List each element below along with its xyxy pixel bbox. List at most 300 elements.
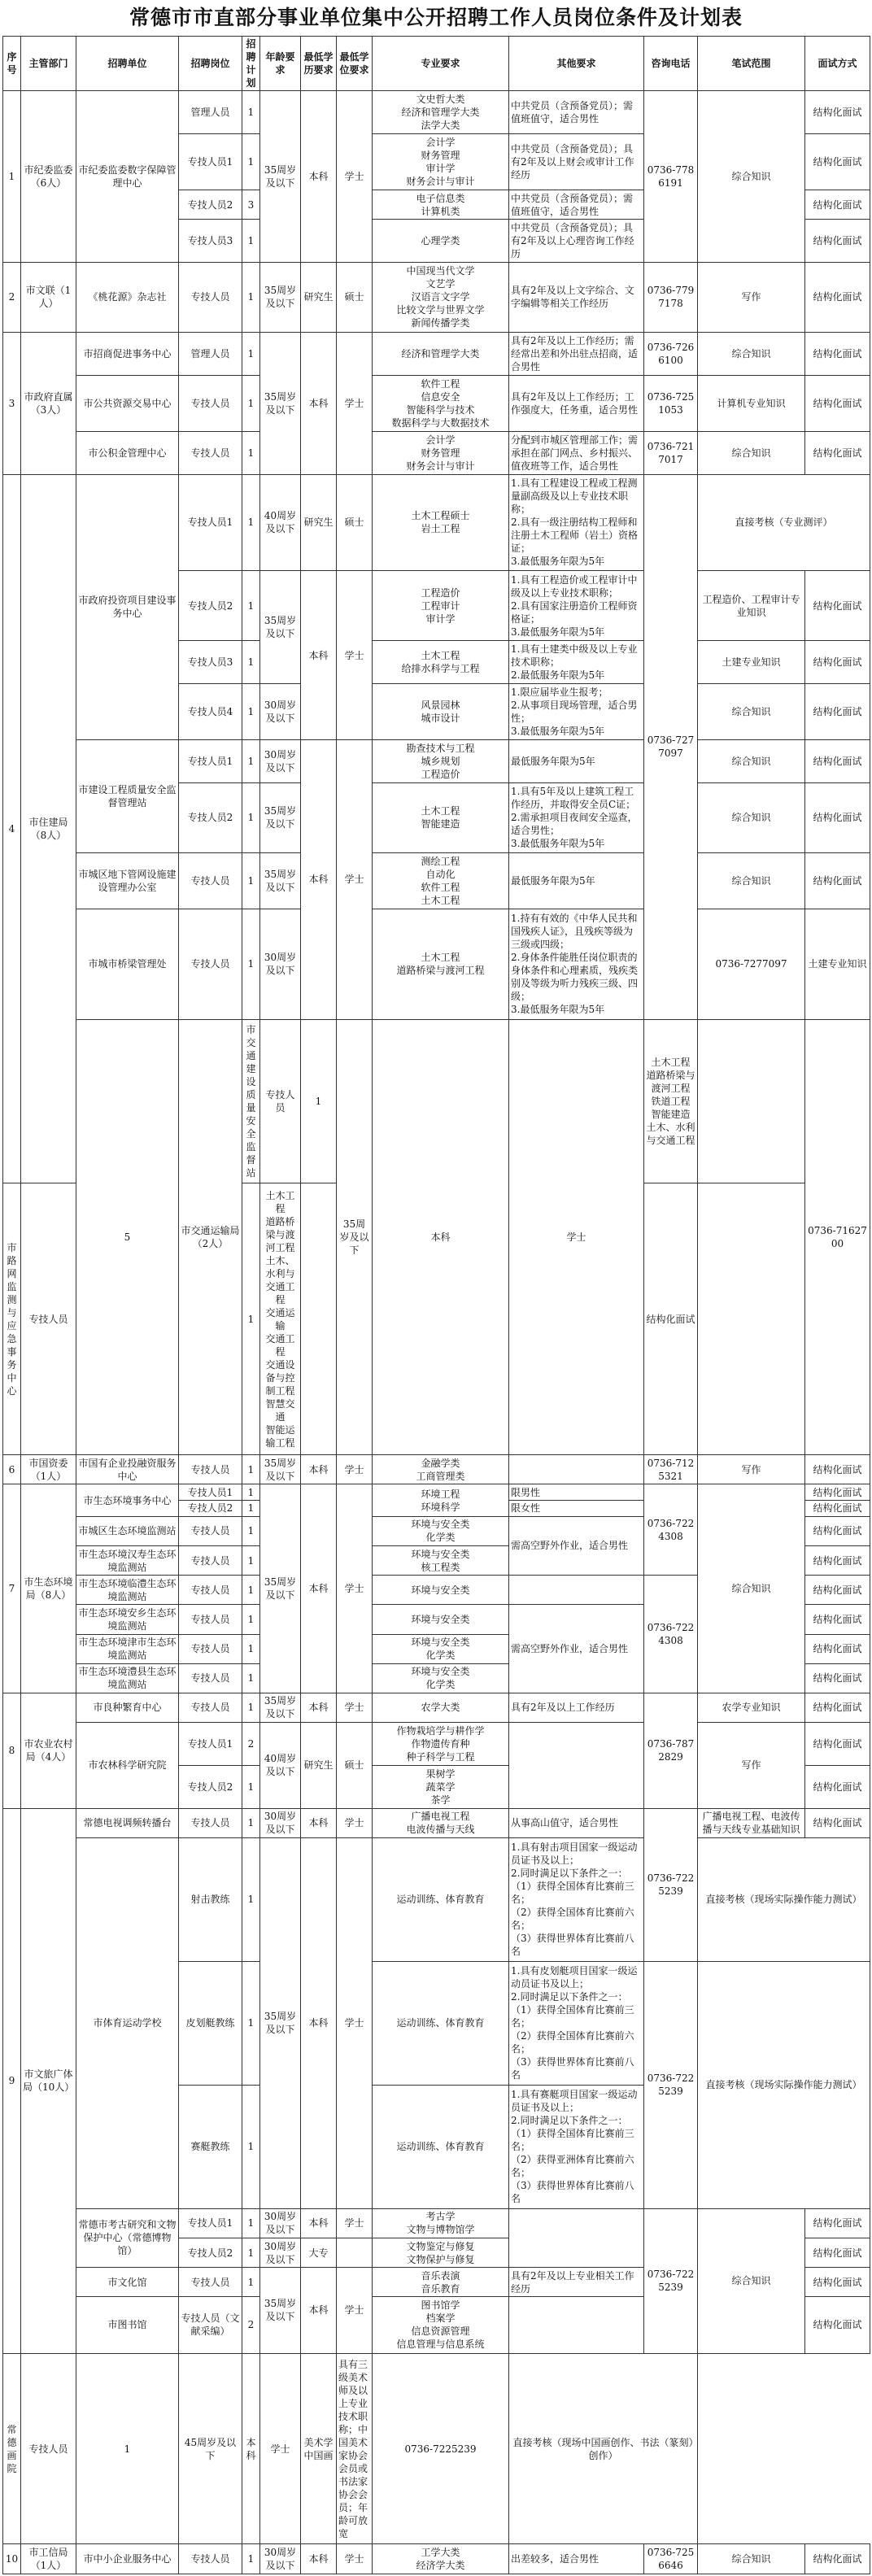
- table-cell: 1: [242, 1501, 260, 1517]
- header-other: 其他要求: [509, 37, 644, 91]
- header-post: 招聘岗位: [179, 37, 242, 91]
- table-cell: 0736-7162700: [805, 1019, 870, 1455]
- table-cell: 1: [242, 262, 260, 332]
- table-cell: 结构化面试: [805, 1723, 870, 1766]
- table-cell: 最低服务年限为5年: [509, 740, 644, 783]
- table-cell: 1: [242, 91, 260, 134]
- table-cell: 学士: [337, 332, 373, 474]
- table-cell: 结构化面试: [805, 783, 870, 853]
- table-cell: 专技人员: [179, 1693, 242, 1722]
- table-cell: 市国有企业投融资服务中心: [76, 1455, 179, 1484]
- header-department: 主管部门: [21, 37, 76, 91]
- table-cell: 结构化面试: [805, 1808, 870, 1837]
- table-cell: 0736-7225239: [373, 2353, 509, 2544]
- table-cell: 市招商促进事务中心: [76, 332, 179, 375]
- table-body: [3, 91, 870, 2574]
- table-cell: 1: [242, 1808, 260, 1837]
- table-cell: 结构化面试: [805, 2544, 870, 2574]
- table-cell: 结构化面试: [805, 1484, 870, 1501]
- table-cell: 1: [242, 783, 260, 853]
- table-cell: 直接考核（专业测评）: [698, 474, 870, 571]
- table-cell: 具有2年及以上专业相关工作经历: [509, 2268, 644, 2297]
- table-cell: 直接考核（现场中国画创作、书法（篆刻）创作）: [509, 2353, 698, 2544]
- table-cell: 专技人员: [179, 262, 242, 332]
- table-cell: 学士: [337, 1837, 373, 2208]
- table-cell: 1: [242, 1455, 260, 1484]
- table-cell: 35周岁及以下: [260, 1455, 301, 1484]
- table-cell: 本科: [373, 1019, 509, 1455]
- header-interview: 面试方式: [805, 37, 870, 91]
- table-cell: 本科: [301, 2208, 337, 2238]
- table-cell: 综合知识: [698, 684, 805, 740]
- table-cell: 专技人员: [179, 1576, 242, 1605]
- table-cell: 赛艇教练: [179, 2085, 242, 2208]
- table-cell: 环境工程 环境科学: [373, 1484, 509, 1516]
- table-cell: 结构化面试: [805, 332, 870, 375]
- table-cell: 结构化面试: [805, 1765, 870, 1808]
- table-cell: 市城区地下管网设施建设管理办公室: [76, 852, 179, 909]
- table-cell: 专技人员: [179, 909, 242, 1019]
- table-cell: 广播电视工程、电波传播与天线专业基础知识: [698, 1808, 805, 1837]
- table-cell: 专技人员2: [179, 571, 242, 641]
- table-cell: 30周岁及以下: [260, 909, 301, 1019]
- table-cell: 本科: [301, 740, 337, 1019]
- header-education: 最低学历要求: [301, 37, 337, 91]
- table-cell: 1: [242, 1484, 260, 1501]
- table-cell: 6: [3, 1455, 21, 1484]
- table-cell: 皮划艇教练: [179, 1961, 242, 2085]
- table-cell: 文物鉴定与修复 文物保护与修复: [373, 2238, 509, 2267]
- table-cell: 专技人员: [179, 1545, 242, 1575]
- table-cell: 农学大类: [373, 1693, 509, 1722]
- table-cell: 专技人员（文献采编）: [179, 2297, 242, 2353]
- table-cell: 会计学 财务管理 财务会计与审计: [373, 431, 509, 474]
- table-cell: 市国资委（1人）: [21, 1455, 76, 1484]
- table-cell: 1: [242, 1663, 260, 1693]
- table-cell: 市文旅广体局（10人）: [21, 1808, 76, 2353]
- table-cell: 1.具有土建类中级及以上专业技术职称； 2.最低服务年限为5年: [509, 641, 644, 684]
- table-cell: 结构化面试: [805, 2297, 870, 2353]
- table-cell: 35周岁及以下: [260, 262, 301, 332]
- table-cell: 1: [242, 220, 260, 263]
- table-cell: 市生态环境汉寿生态环境监测站: [76, 1545, 179, 1575]
- table-cell: 专技人员: [179, 2544, 242, 2574]
- table-cell: 写作: [698, 1455, 805, 1484]
- table-cell: 市农业农村局（4人）: [21, 1693, 76, 1808]
- table-row: [3, 2353, 870, 2544]
- table-cell: 限女性: [509, 1501, 644, 1517]
- table-cell: [301, 1183, 337, 1455]
- table-cell: 市农林科学研究院: [76, 1723, 179, 1808]
- table-cell: 0736-7224308: [644, 1576, 698, 1693]
- table-cell: 综合知识: [698, 332, 805, 375]
- table-cell: 1: [242, 1837, 260, 1961]
- table-cell: 1: [242, 474, 260, 571]
- table-cell: 直接考核（现场实际操作能力测试）: [698, 1961, 870, 2208]
- table-cell: 4: [3, 474, 21, 1183]
- table-cell: 勘查技术与工程 城乡规划 工程造价: [373, 740, 509, 783]
- table-cell: 市生态环境临澧生态环境监测站: [76, 1576, 179, 1605]
- table-cell: 35周岁及以下: [260, 1837, 301, 2208]
- table-cell: 本科: [301, 91, 337, 263]
- table-cell: 学士: [509, 1019, 644, 1455]
- table-cell: 具有2年及以上文字综合、文字编辑等相关工作经历: [509, 262, 644, 332]
- table-cell: 环境与安全类: [373, 1605, 509, 1634]
- table-cell: 电子信息类 计算机类: [373, 190, 509, 220]
- table-cell: 写作: [698, 262, 805, 332]
- table-cell: 0736-7797178: [644, 262, 698, 332]
- table-cell: 工程造价 工程审计 审计学: [373, 571, 509, 641]
- table-cell: 市纪委监委（6人）: [21, 91, 76, 263]
- table-cell: 金融学类 工商管理类: [373, 1455, 509, 1484]
- table-cell: [509, 1723, 644, 1808]
- table-cell: 结构化面试: [805, 1516, 870, 1545]
- table-cell: 射击教练: [179, 1837, 242, 1961]
- table-cell: 常德画院: [3, 2353, 21, 2544]
- table-cell: 经济和管理学大类: [373, 332, 509, 375]
- table-cell: 结构化面试: [805, 262, 870, 332]
- header-exam-scope: 笔试范围: [698, 37, 805, 91]
- table-cell: 学士: [337, 571, 373, 740]
- table-cell: 结构化面试: [805, 1663, 870, 1693]
- table-cell: 市中小企业服务中心: [76, 2544, 179, 2574]
- table-cell: 写作: [698, 1723, 805, 1808]
- table-row: [3, 91, 870, 134]
- table-row: [3, 2208, 870, 2238]
- table-cell: 专技人员1: [179, 1484, 242, 1501]
- table-cell: 0736-7266100: [644, 332, 698, 375]
- table-cell: 专技人员1: [179, 133, 242, 190]
- table-cell: 具有2年及以上工作经历；需经常出差和外出驻点招商，适合男性: [509, 332, 644, 375]
- table-cell: 结构化面试: [805, 1576, 870, 1605]
- table-cell: 学士: [337, 1693, 373, 1722]
- table-cell: 需高空野外作业，适合男性: [509, 1516, 644, 1575]
- table-cell: 土木工程硕士 岩土工程: [373, 474, 509, 571]
- table-cell: 0736-7256646: [644, 2544, 698, 2574]
- table-cell: 市生态环境事务中心: [76, 1484, 179, 1516]
- table-cell: 1: [242, 1545, 260, 1575]
- table-cell: 大专: [301, 2238, 337, 2267]
- table-cell: 本科: [242, 2353, 260, 2544]
- table-cell: 结构化面试: [805, 2208, 870, 2238]
- table-cell: 测绘工程 自动化 软件工程 土木工程: [373, 852, 509, 909]
- table-row: [3, 909, 870, 1019]
- table-cell: 1: [242, 2544, 260, 2574]
- table-cell: 环境与安全类: [373, 1576, 509, 1605]
- table-cell: 《桃花源》杂志社: [76, 262, 179, 332]
- table-cell: 本科: [301, 571, 337, 740]
- table-cell: 8: [3, 1693, 21, 1808]
- table-cell: 心理学类: [373, 220, 509, 263]
- table-cell: 土木工程 道路桥梁与渡河工程 土木、水利与交通工程 交通运输 交通工程 交通设备与控制工程 智慧交通 智能运输工程: [260, 1183, 301, 1455]
- table-row: [3, 1723, 870, 1766]
- table-cell: 专技人员: [21, 1183, 76, 1455]
- table-cell: 本科: [301, 2268, 337, 2353]
- table-cell: 市工信局（1人）: [21, 2544, 76, 2574]
- table-cell: 本科: [301, 1837, 337, 2208]
- table-cell: 环境与安全类 化学类: [373, 1663, 509, 1693]
- table-cell: 0736-7277097: [698, 909, 805, 1019]
- table-cell: 1: [242, 1516, 260, 1545]
- table-cell: 1.具有工程造价或工程审计中级及以上专业技术职称； 2.具有国家注册造价工程师资格证； 3.最低服务年限为5年: [509, 571, 644, 641]
- table-cell: 结构化面试: [805, 91, 870, 134]
- table-cell: 综合知识: [698, 2544, 805, 2574]
- table-cell: 市文化馆: [76, 2268, 179, 2297]
- table-cell: 专技人员1: [179, 2208, 242, 2238]
- table-cell: 专技人员: [179, 1516, 242, 1545]
- table-cell: 综合知识: [698, 783, 805, 853]
- table-cell: 30周岁及以下: [260, 2544, 301, 2574]
- table-cell: 出差较多，适合男性: [509, 2544, 644, 2574]
- table-cell: 1: [76, 2353, 179, 2544]
- table-cell: 市文联（1人）: [21, 262, 76, 332]
- table-cell: 结构化面试: [805, 852, 870, 909]
- table-cell: [509, 1576, 644, 1605]
- table-cell: 综合知识: [698, 2208, 805, 2353]
- table-cell: 硕士: [337, 1723, 373, 1808]
- table-cell: 本科: [301, 332, 337, 474]
- table-cell: 35周岁及以下: [260, 1693, 301, 1722]
- table-cell: 1: [242, 1576, 260, 1605]
- table-cell: 专技人员: [179, 1663, 242, 1693]
- table-cell: 结构化面试: [805, 740, 870, 783]
- table-cell: 美术学 中国画: [301, 2353, 337, 2544]
- table-cell: 市生态环境安乡生态环境监测站: [76, 1605, 179, 1634]
- table-cell: 1: [242, 431, 260, 474]
- table-cell: 专技人员2: [179, 783, 242, 853]
- table-cell: 中共党员（含预备党员）；具有2年及以上财会或审计工作经历: [509, 133, 644, 190]
- table-cell: 作物栽培学与耕作学 作物遗传育种 种子科学与工程: [373, 1723, 509, 1766]
- table-cell: 本科: [301, 1484, 337, 1693]
- page-title: 常德市市直部分事业单位集中公开招聘工作人员岗位条件及计划表: [129, 6, 743, 29]
- table-cell: 结构化面试: [805, 1501, 870, 1517]
- table-cell: 1.具有5年及以上建筑工程工作经历，并取得安全员C证； 2.需承担项目夜间安全巡查，适合男性； 3.最低服务年限为5年: [509, 783, 644, 853]
- table-cell: 最低服务年限为5年: [509, 852, 644, 909]
- table-row: [3, 474, 870, 571]
- header-phone: 咨询电话: [644, 37, 698, 91]
- table-cell: 市体育运动学校: [76, 1837, 179, 2208]
- table-cell: 图书馆学 档案学 信息资源管理 信息管理与信息系统: [373, 2297, 509, 2353]
- table-cell: 专技人员1: [179, 474, 242, 571]
- table-cell: 专技人员3: [179, 220, 242, 263]
- table-cell: 1.具有射击项目国家一级运动员证书及以上； 2.同时满足以下条件之一： （1）获得全国体育比赛前三名； （2）获得全国体育比赛前六名； （3）获得世界体育比赛前八名: [509, 1837, 644, 1961]
- table-cell: 需高空野外作业，适合男性: [509, 1605, 644, 1693]
- table-cell: 0736-7225239: [644, 2208, 698, 2353]
- table-cell: 环境与安全类 化学类: [373, 1516, 509, 1545]
- table-cell: 综合知识: [698, 852, 805, 909]
- table-cell: 市生态环境津市生态环境监测站: [76, 1634, 179, 1663]
- table-cell: 专技人员: [179, 852, 242, 909]
- table-cell: 1: [242, 852, 260, 909]
- table-cell: 具有2年及以上工作经历；工作强度大，任务重，适合男性: [509, 375, 644, 431]
- table-cell: 45周岁及以下: [179, 2353, 242, 2544]
- table-row: [3, 852, 870, 909]
- table-cell: 1.具有工程建设工程或工程测量副高级及以上专业技术职称； 2.具有一级注册结构工程师和注册土木工程师（岩土）资格证； 3.最低服务年限为5年: [509, 474, 644, 571]
- table-row: [3, 1837, 870, 1961]
- table-cell: 学士: [337, 1455, 373, 1484]
- table-cell: 直接考核（现场实际操作能力测试）: [698, 1837, 870, 1961]
- table-cell: 土建专业知识: [805, 909, 870, 1019]
- table-cell: 学士: [337, 1808, 373, 1837]
- table-cell: 1: [242, 133, 260, 190]
- table-cell: 30周岁及以下: [260, 2208, 301, 2238]
- table-cell: 中共党员（含预备党员）；具有2年及以上心理咨询工作经历: [509, 220, 644, 263]
- table-header-row: [3, 37, 870, 91]
- table-cell: 1: [242, 332, 260, 375]
- table-cell: 中共党员（含预备党员）；需值班值守，适合男性: [509, 91, 644, 134]
- table-cell: 广播电视工程 电波传播与天线: [373, 1808, 509, 1837]
- table-cell: 本科: [301, 2544, 337, 2574]
- table-cell: 学士: [337, 1484, 373, 1693]
- recruitment-table: [2, 36, 870, 2574]
- table-row: [3, 1484, 870, 1501]
- table-cell: 专技人员: [179, 431, 242, 474]
- table-cell: 市城区生态环境监测站: [76, 1516, 179, 1545]
- table-cell: 市住建局（8人）: [21, 474, 76, 1183]
- table-cell: 管理人员: [179, 332, 242, 375]
- table-cell: 30周岁及以下: [260, 740, 301, 783]
- table-cell: 专技人员: [21, 2353, 76, 2544]
- table-cell: 研究生: [301, 262, 337, 332]
- table-cell: 3: [242, 190, 260, 220]
- table-cell: 1.持有有效的《中华人民共和国残疾人证》，且残疾等级为三级或四级； 2.身体条件能胜任岗位职责的身体条件和心理素质，残疾类别及等级为听力残疾三级、四级； 3.最低服务年限为5年: [509, 909, 644, 1019]
- table-cell: 学士: [337, 91, 373, 263]
- table-cell: 从事高山值守，适合男性: [509, 1808, 644, 1837]
- table-cell: 0736-7251053: [644, 375, 698, 431]
- table-row: [3, 2544, 870, 2574]
- table-cell: 学士: [337, 2544, 373, 2574]
- table-cell: 40周岁及以下: [260, 1723, 301, 1808]
- table-cell: 具有三级美术师及以上专业技术职称；中国美术家协会会员或书法家协会会员；年龄可放宽: [337, 2353, 373, 2544]
- table-cell: 土木工程 给排水科学与工程: [373, 641, 509, 684]
- table-row: [3, 740, 870, 783]
- table-cell: 结构化面试: [805, 684, 870, 740]
- table-cell: 工程造价、工程审计专业知识: [698, 571, 805, 641]
- table-cell: 市建设工程质量安全监督管理站: [76, 740, 179, 853]
- table-cell: 市公共资源交易中心: [76, 375, 179, 431]
- table-cell: 1.限应届毕业生报考； 2.从事项目现场管理，适合男性； 3.最低服务年限为5年: [509, 684, 644, 740]
- table-cell: 1: [242, 2085, 260, 2208]
- table-cell: 结构化面试: [805, 1605, 870, 1634]
- table-cell: 果树学 蔬菜学 茶学: [373, 1765, 509, 1808]
- table-cell: 1: [3, 91, 21, 263]
- table-cell: 1: [242, 1765, 260, 1808]
- table-row: [3, 1808, 870, 1837]
- table-cell: 中共党员（含预备党员）；需值班值守，适合男性: [509, 190, 644, 220]
- table-cell: 30周岁及以下: [260, 1808, 301, 1837]
- table-cell: 具有2年及以上工作经历: [509, 1693, 644, 1722]
- table-cell: 0736-7277097: [644, 474, 698, 1019]
- table-cell: 软件工程 信息安全 智能科学与技术 数据科学与大数据技术: [373, 375, 509, 431]
- table-cell: 2: [3, 262, 21, 332]
- table-cell: 结构化面试: [805, 1455, 870, 1484]
- table-cell: 文史哲大类 经济和管理学大类 法学大类: [373, 91, 509, 134]
- table-cell: 结构化面试: [805, 375, 870, 431]
- table-cell: 运动训练、体育教育: [373, 1961, 509, 2085]
- table-cell: 市生态环境局（8人）: [21, 1484, 76, 1693]
- table-cell: 常德电视调频转播台: [76, 1808, 179, 1837]
- table-cell: [337, 2238, 373, 2267]
- table-cell: 专技人员2: [179, 1501, 242, 1517]
- table-cell: 结构化面试: [805, 190, 870, 220]
- table-cell: 专技人员2: [179, 2238, 242, 2267]
- table-cell: 35周岁及以下: [260, 1484, 301, 1693]
- table-cell: 管理人员: [179, 91, 242, 134]
- table-cell: 40周岁及以下: [260, 474, 301, 571]
- table-cell: 专技人员: [179, 375, 242, 431]
- table-cell: 结构化面试: [805, 2268, 870, 2297]
- table-cell: 环境与安全类 核工程类: [373, 1545, 509, 1575]
- table-cell: 市公积金管理中心: [76, 431, 179, 474]
- table-row: [3, 1455, 870, 1484]
- table-cell: 1: [242, 909, 260, 1019]
- table-cell: 土木工程 道路桥梁与渡河工程: [373, 909, 509, 1019]
- table-cell: 本科: [301, 1693, 337, 1722]
- table-cell: 本科: [301, 1808, 337, 1837]
- table-row: [3, 262, 870, 332]
- table-row: [3, 1019, 870, 1183]
- table-cell: 2: [242, 2297, 260, 2353]
- table-cell: 研究生: [301, 474, 337, 571]
- table-cell: 专技人员3: [179, 641, 242, 684]
- table-row: [3, 431, 870, 474]
- table-cell: 综合知识: [698, 740, 805, 783]
- table-cell: 结构化面试: [805, 641, 870, 684]
- table-cell: 专技人员1: [179, 1723, 242, 1766]
- table-cell: 5: [76, 1019, 179, 1455]
- table-cell: 考古学 文物与博物馆学: [373, 2208, 509, 2238]
- table-cell: 1: [242, 740, 260, 783]
- table-cell: 市交通建设质量安全监督站: [242, 1019, 260, 1183]
- table-cell: 市政府直属（3人）: [21, 332, 76, 474]
- table-cell: 35周岁及以下: [260, 91, 301, 263]
- table-cell: [509, 2297, 644, 2353]
- table-cell: 结构化面试: [805, 571, 870, 641]
- table-cell: 0736-7217017: [644, 431, 698, 474]
- table-cell: 会计学 财务管理 审计学 财务会计与审计: [373, 133, 509, 190]
- table-cell: 结构化面试: [644, 1183, 698, 1455]
- table-cell: 专技人员1: [179, 740, 242, 783]
- table-cell: 专技人员2: [179, 190, 242, 220]
- table-cell: 35周岁及以下: [337, 1019, 373, 1455]
- table-cell: 专技人员: [179, 1634, 242, 1663]
- table-cell: 专技人员2: [179, 1765, 242, 1808]
- table-cell: 0736-7125321: [644, 1455, 698, 1484]
- table-cell: 35周岁及以下: [260, 783, 301, 853]
- table-cell: 市图书馆: [76, 2297, 179, 2353]
- header-major: 专业要求: [373, 37, 509, 91]
- table-cell: 学士: [337, 2208, 373, 2238]
- table-cell: 计算机专业知识: [698, 375, 805, 431]
- table-cell: 1: [242, 1605, 260, 1634]
- header-plan: 招聘计划: [242, 37, 260, 91]
- table-cell: 7: [3, 1484, 21, 1693]
- table-cell: 1: [242, 684, 260, 740]
- table-cell: 专技人员: [179, 1808, 242, 1837]
- table-cell: 土木工程 道路桥梁与渡河工程 铁道工程 智能建造 土木、水利与交通工程: [644, 1019, 698, 1183]
- table-row: [3, 1693, 870, 1722]
- table-cell: 1: [242, 641, 260, 684]
- table-cell: 常德市考古研究和文物保护中心（常德博物馆）: [76, 2208, 179, 2267]
- table-cell: 1: [242, 571, 260, 641]
- table-cell: 专技人员: [179, 1455, 242, 1484]
- table-cell: 2: [242, 1723, 260, 1766]
- table-cell: 1.具有皮划艇项目国家一级运动员证书及以上； 2.同时满足以下条件之一： （1）获得全国体育比赛前三名； （2）获得全国体育比赛前六名； （3）获得世界体育比赛前八名: [509, 1961, 644, 2085]
- table-cell: 1: [242, 1961, 260, 2085]
- table-cell: 硕士: [337, 474, 373, 571]
- table-cell: 市生态环境澧县生态环境监测站: [76, 1663, 179, 1693]
- table-cell: 专技人员: [179, 2268, 242, 2297]
